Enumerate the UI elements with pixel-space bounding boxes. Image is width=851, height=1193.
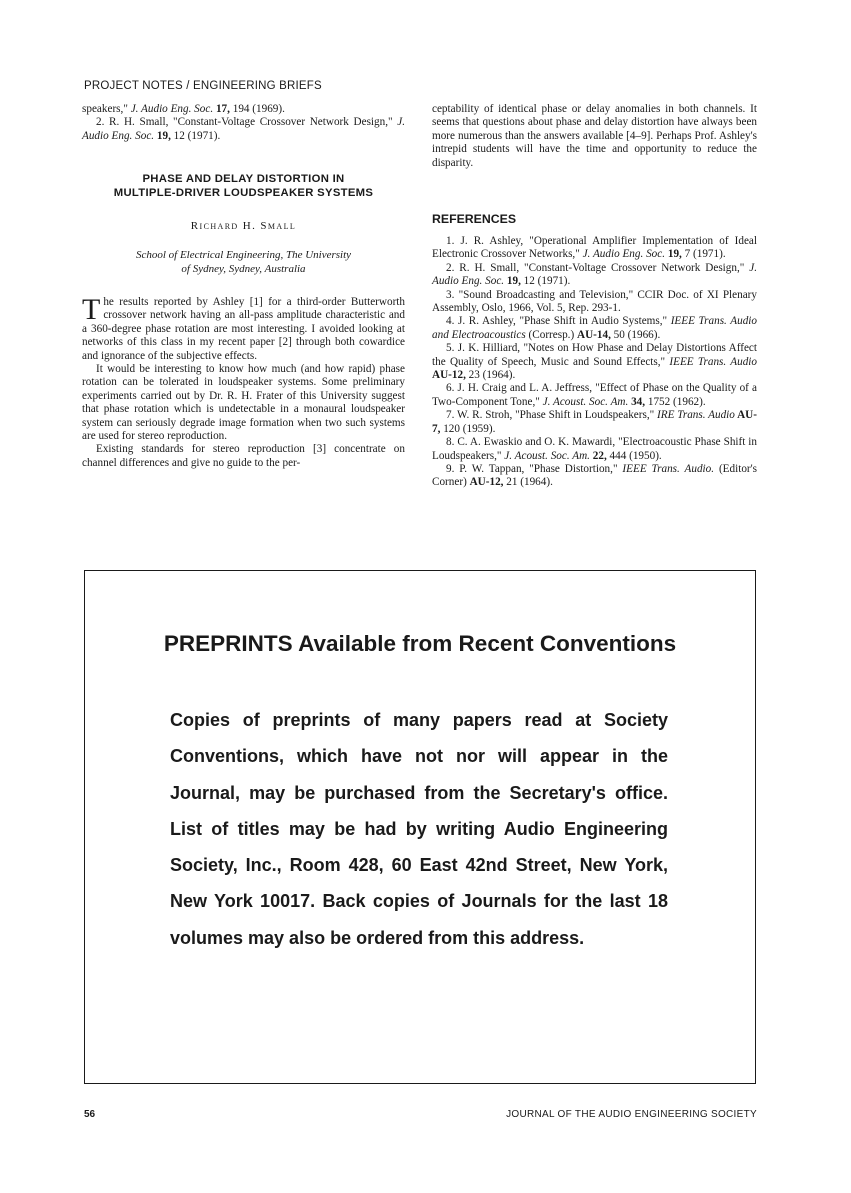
page-number: 56 — [84, 1109, 96, 1120]
reference-item: 6. J. H. Craig and L. A. Jeffress, "Effect of Phase on the Quality of a Two-Component Tone," J. Acoust. Soc. Am. 34, 1752 (1962). — [432, 382, 757, 408]
paragraph-1: The results reported by Ashley [1] for a third-order Butterworth crossover network having an all-pass amplitude characteristic and a 360-degree phase rotation are most interesting. I avoided looking at networks of this class in my recent paper [2] through both cowardice and ignorance of the subjective effects. — [82, 293, 405, 362]
author-affiliation: School of Electrical Engineering, The University of Sydney, Sydney, Australia — [135, 249, 352, 275]
reference-item: 2. R. H. Small, "Constant-Voltage Crossover Network Design," J. Audio Eng. Soc. 19, 12 (1971). — [432, 261, 757, 288]
paragraph-4: ceptability of identical phase or delay anomalies in both channels. It seems that questions about phase and delay distortion have always been more numerous than the answers available [4–9]. Perhaps Prof. Ashley's intrepid students will have the time and opportunity to reduce the disparity. — [432, 103, 757, 169]
article-body — [82, 293, 405, 470]
previous-references-continuation: speakers," J. Audio Eng. Soc. 17, 194 (1969). 2. R. H. Small, "Constant-Voltage Crossover Network Design," J. Audio Eng. Soc. 19, 12 (1971). — [82, 103, 405, 142]
drop-cap: T — [82, 293, 101, 326]
preprints-body: Copies of preprints of many papers read at Society Conventions, which have not nor will appear in the Journal, may be purchased from the Secretary's office. List of titles may be had by writing Audio Engineering Society, Inc., Room 428, 60 East 42nd Street, New York, New York 10017. Back copies of Journals for the last 18 volumes may also be ordered from this address. — [170, 710, 668, 948]
journal-footer: JOURNAL OF THE AUDIO ENGINEERING SOCIETY — [506, 1109, 757, 1120]
references-list — [432, 235, 757, 490]
reference-item: 9. P. W. Tappan, "Phase Distortion," IEEE Trans. Audio. (Editor's Corner) AU-12, 21 (1964). — [432, 462, 758, 489]
paragraph-2: It would be interesting to know how much (and how rapid) phase rotation can be tolerated in loudspeaker systems. Some preliminary experiments carried out by Dr. R. H. Frater of this University suggest that phase rotation which is undetectable in a monaural loudspeaker system can seriously degrade image formation when two such systems are used for stereo reproduction. — [82, 363, 405, 443]
article-title: PHASE AND DELAY DISTORTION IN MULTIPLE-DRIVER LOUDSPEAKER SYSTEMS — [113, 173, 374, 199]
preprints-title: PREPRINTS Available from Recent Conventions — [163, 631, 677, 656]
reference-item: 3. "Sound Broadcasting and Television," CCIR Doc. of XI Plenary Assembly, Oslo, 1966, Vol. 5, Rep. 293-1. — [432, 288, 757, 315]
references-heading: REFERENCES — [432, 212, 517, 226]
reference-item: 5. J. K. Hilliard, "Notes on How Phase and Delay Distortions Affect the Quality of Speech, Music and Sound Effects," IEEE Trans. Audio AU-12, 23 (1964). — [432, 342, 757, 382]
reference-item: 4. J. R. Ashley, "Phase Shift in Audio Systems," IEEE Trans. Audio and Electroacoustics (Corresp.) AU-14, 50 (1966). — [432, 315, 757, 341]
running-header: PROJECT NOTES / ENGINEERING BRIEFS — [84, 80, 322, 92]
reference-item: 1. J. R. Ashley, "Operational Amplifier Implementation of Ideal Electronic Crossover Networks," J. Audio Eng. Soc. 19, 7 (1971). — [432, 235, 757, 261]
reference-item: 8. C. A. Ewaskio and O. K. Mawardi, "Electroacoustic Phase Shift in Loudspeakers," J. Acoust. Soc. Am. 22, 444 (1950). — [432, 436, 757, 462]
paragraph-3: Existing standards for stereo reproduction [3] concentrate on channel differences and give no guide to the per- — [82, 443, 405, 469]
article-body-continued — [432, 103, 757, 170]
article-author: Richard H. Small — [190, 220, 297, 232]
reference-item: 7. W. R. Stroh, "Phase Shift in Loudspeakers," IRE Trans. Audio AU-7, 120 (1959). — [432, 409, 757, 435]
